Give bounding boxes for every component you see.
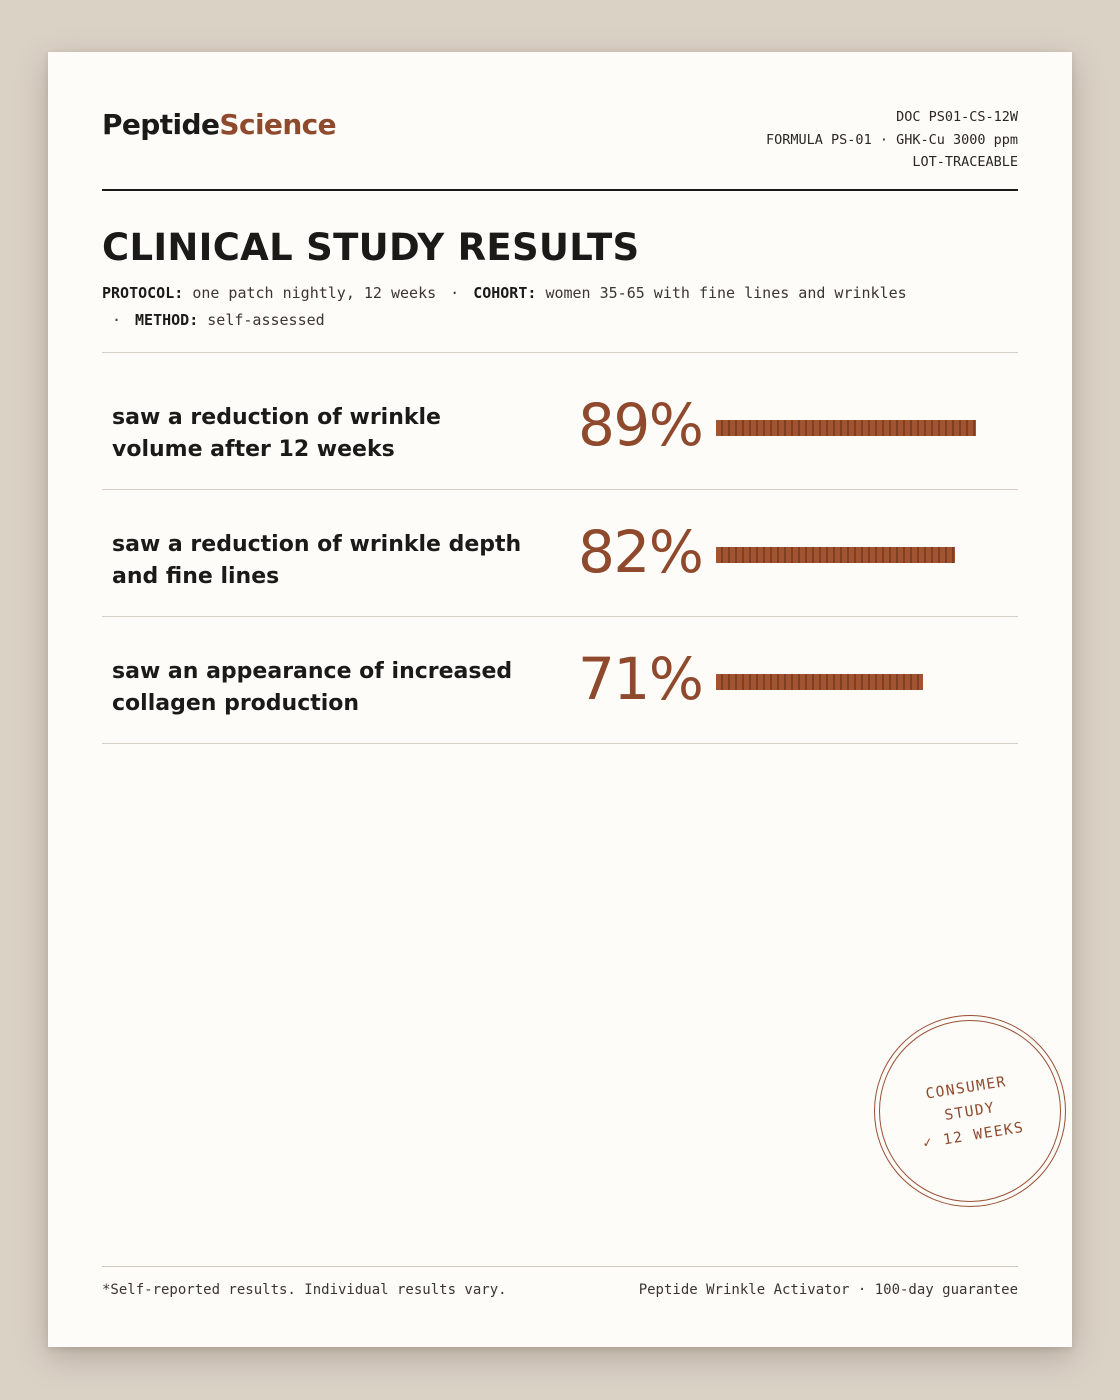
method-key: METHOD: (135, 311, 199, 329)
stat-bar (716, 420, 1008, 436)
stat-value: 89% (578, 391, 703, 459)
consumer-study-stamp (874, 1015, 1066, 1207)
footer-disclaimer: *Self-reported results. Individual results vary. (102, 1282, 507, 1298)
study-protocol (102, 280, 1002, 334)
row-divider (102, 743, 1018, 744)
stat-row (102, 362, 1018, 489)
formula-info: FORMULA PS-01 · GHK-Cu 3000 ppm (766, 131, 1018, 148)
stamp-line: CONSUMER (924, 1073, 1008, 1103)
footer-product-note: Peptide Wrinkle Activator · 100-day guarantee (638, 1282, 1018, 1298)
cohort-key: COHORT: (473, 284, 537, 302)
protocol-divider (102, 352, 1018, 353)
lot-traceable: LOT-TRACEABLE (912, 154, 1018, 170)
stat-bar-fill (716, 547, 955, 563)
brand-logo-part2: Science (219, 108, 337, 141)
document-sheet (48, 52, 1072, 1347)
cohort-value: women 35-65 with fine lines and wrinkles (545, 284, 907, 302)
stamp-line: ✓ 12 WEEKS (921, 1119, 1026, 1152)
brand-logo-part1: Peptide (102, 108, 220, 141)
stat-label: saw a reduction of wrinkle volume after 12 weeks (112, 405, 441, 462)
stamp-line: STUDY (943, 1100, 997, 1124)
stat-bar-fill (716, 674, 923, 690)
stat-bar (716, 547, 1008, 563)
document-content (102, 52, 1026, 1347)
stat-bar-fill (716, 420, 976, 436)
stat-label: saw a reduction of wrinkle depth and fine lines (112, 532, 522, 589)
page-title: CLINICAL STUDY RESULTS (102, 226, 640, 269)
stat-label: saw an appearance of increased collagen production (112, 659, 513, 716)
doc-id: DOC PS01-CS-12W (896, 109, 1018, 125)
stat-value: 71% (578, 645, 703, 713)
method-value: self-assessed (207, 311, 325, 329)
protocol-value: one patch nightly, 12 weeks (192, 284, 437, 302)
stat-value: 82% (578, 518, 703, 586)
document-meta (766, 106, 1018, 174)
cohort-separator: · (112, 311, 122, 329)
protocol-separator: · (450, 284, 460, 302)
stat-row (102, 616, 1018, 743)
header-divider (102, 189, 1018, 191)
stat-bar (716, 674, 1008, 690)
stat-row (102, 489, 1018, 616)
footer-divider (102, 1266, 1018, 1267)
protocol-key: PROTOCOL: (102, 284, 184, 302)
brand-logo (102, 108, 336, 141)
